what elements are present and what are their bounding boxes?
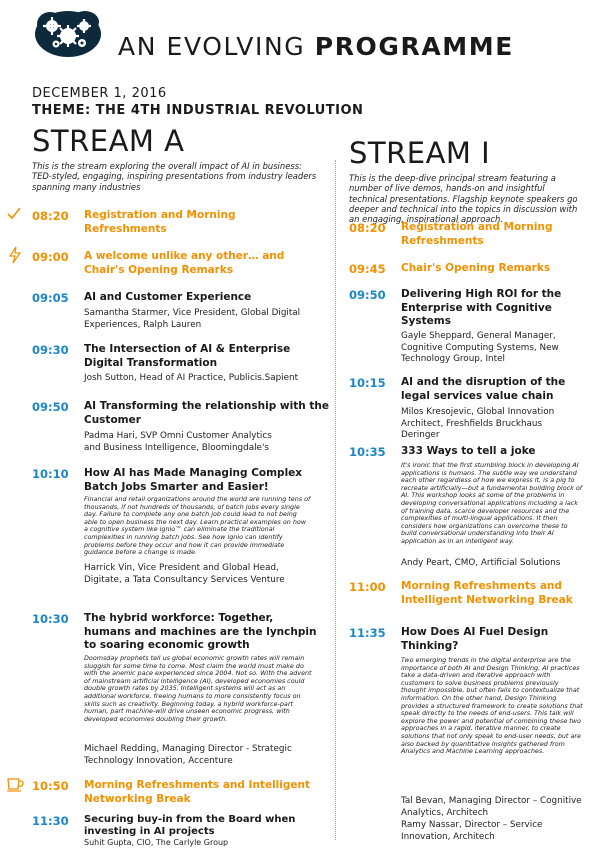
- session-title: AI and the disruption of the legal services value chain: [401, 376, 566, 402]
- session-title: Delivering High ROI for the Enterprise with Cognitive Systems: [401, 288, 562, 327]
- session-speaker: Gayle Sheppard, General Manager, Cognitive Computing Systems, New Technology Group, Intel: [401, 331, 559, 364]
- session-description: Doomsday prophets tell us global economic growth rates will remain sluggish for some time to come. Most claim the world must make do with the anemic pace experienced since 2004. Not so. With the advent of mainstream artificial intelligence (AI), developed economies could double growth rates by 2035. Intelligent systems will act as an additional workforce, freeing humans to more consistently focus on skills such as creativity. Beginning today, a hybrid workforce-part human, part machine-will drive unseen economic progress, with developed economies doubling their growth.: [84, 654, 312, 723]
- session-time: 09:00: [32, 250, 69, 264]
- session-time: 09:45: [349, 262, 386, 276]
- session-title: AI Transforming the relationship with the Customer: [84, 400, 329, 426]
- session-time: 11:30: [32, 814, 69, 828]
- stream-a-title: STREAM A: [32, 124, 185, 158]
- session-time: 11:35: [349, 626, 386, 640]
- coffee-icon: [6, 776, 26, 796]
- session-speaker: Andy Peart, CMO, Artificial Solutions: [401, 558, 561, 568]
- session-title: A welcome unlike any other… and Chair's Opening Remarks: [84, 250, 285, 276]
- check-icon: [6, 205, 22, 225]
- session-speaker: Samantha Starmer, Vice President, Global Digital Experiences, Ralph Lauren: [84, 308, 301, 330]
- session-speaker: Josh Sutton, Head of AI Practice, Publicis.Sapient: [84, 373, 299, 383]
- session-time: 09:50: [349, 288, 386, 302]
- session-title: Morning Refreshments and Intelligent Networking Break: [401, 580, 573, 606]
- session-time: 10:30: [32, 612, 69, 626]
- session-time: 10:10: [32, 467, 69, 481]
- session-title: The Intersection of AI & Enterprise Digital Transformation: [84, 343, 291, 369]
- session-time: 10:50: [32, 779, 69, 793]
- session-title: Chair's Opening Remarks: [401, 262, 551, 274]
- session-time: 09:50: [32, 400, 69, 414]
- session-speaker: Michael Redding, Managing Director - Strategic Technology Innovation, Accenture: [84, 744, 292, 766]
- session-speaker: Suhit Gupta, CIO, The Carlyle Group: [84, 838, 229, 847]
- page-title: AN EVOLVING PROGRAMME: [118, 32, 514, 61]
- session-title: How Does AI Fuel Design Thinking?: [401, 626, 549, 652]
- session-title: Securing buy-in from the Board when investing in AI projects: [84, 814, 296, 837]
- stream-a-intro: This is the stream exploring the overall impact of AI in business: TED-styled, engaging, inspiring presentations from industry leaders spanning many industries: [32, 161, 317, 192]
- stream-i-column: [349, 124, 584, 224]
- session-title: How AI has Made Managing Complex Batch Jobs Smarter and Easier!: [84, 467, 303, 493]
- session-time: 11:00: [349, 580, 386, 594]
- event-theme: THEME: THE 4TH INDUSTRIAL REVOLUTION: [32, 103, 364, 118]
- session-title: The hybrid workforce: Together, humans and machines are the lynchpin to soaring economic growth: [84, 612, 317, 651]
- session-title: Registration and Morning Refreshments: [401, 221, 553, 247]
- stream-i-title: STREAM I: [349, 136, 491, 170]
- lightning-icon: [8, 246, 22, 268]
- session-time: 09:05: [32, 291, 69, 305]
- session-speaker: Padma Hari, SVP Omni Customer Analytics and Business Intelligence, Bloomingdale's: [84, 431, 272, 453]
- session-description: Financial and retail organizations around the world are running tens of thousands, if not hundreds of thousands, of batch jobs every single day. Failure to complete any one batch job could lead to not being able to open business the next day. Learn practical examples on how a cognitive system like ignio™ can eliminate the traditional complexities in running batch jobs. See how ignio can identify problems before they occur and how it can provide immediate guidance before a change is made.: [84, 495, 311, 557]
- stream-a-column: [32, 124, 322, 192]
- session-title: 333 Ways to tell a joke: [401, 445, 536, 457]
- session-time: 09:30: [32, 343, 69, 357]
- session-time: 08:20: [349, 221, 386, 235]
- session-speaker: Milos Kresojevic, Global Innovation Architect, Freshfields Bruckhaus Deringer: [401, 407, 555, 440]
- session-speaker-2: Ramy Nassar, Director – Service Innovation, Architech: [401, 820, 543, 842]
- brain-gears-logo: [30, 8, 102, 60]
- session-description: Two emerging trends in the digital enterprise are the importance of both AI and Design Thinking. AI practices take a data-driven and iterative approach with customers to solve business problems previously thought impossible, but often fails to contextualize that information. On the other hand, Design Thinking provides a structured framework to create solutions that speak directly to the needs of end-users. This talk will explore the power and potential of combining these two approaches in a rapid, iterative manner, to create solutions that not only speak to end-user needs, but are also backed by quantitative insights gathered from Analytics and Machine Learning approaches.: [401, 656, 583, 756]
- session-speaker: Tal Bevan, Managing Director – Cognitive Analytics, Architech: [401, 796, 582, 818]
- session-title: Morning Refreshments and Intelligent Networking Break: [84, 779, 311, 805]
- session-time: 10:35: [349, 445, 386, 459]
- session-time: 10:15: [349, 376, 386, 390]
- session-title: AI and Customer Experience: [84, 291, 252, 303]
- session-speaker: Harrick Vin, Vice President and Global Head, Digitate, a Tata Consultancy Services Venture: [84, 563, 285, 585]
- session-description: It's ironic that the first stumbling block in developing AI applications is humans. The subtle way we understand each other regardless of how we express it, is a pig to recreate artificially—but a fundamental building block of AI. This workshop looks at some of the problems in developing conversational applications including a lack of training data, scarce developer resources and the complexities of multi-lingual applications. It then considers how organizations can overcome these to build conversational understanding into their AI application as in an intelligent way.: [401, 461, 583, 545]
- stream-i-intro: This is the deep-dive principal stream featuring a number of live demos, hands-on and insightful technical presentations. Flagship keynote speakers go deeper and technical into the topics in discussion with an engaging, inspirational approach.: [349, 173, 578, 225]
- event-date: DECEMBER 1, 2016: [32, 86, 167, 101]
- session-title: Registration and Morning Refreshments: [84, 209, 236, 235]
- column-divider: [335, 160, 336, 840]
- session-time: 08:20: [32, 209, 69, 223]
